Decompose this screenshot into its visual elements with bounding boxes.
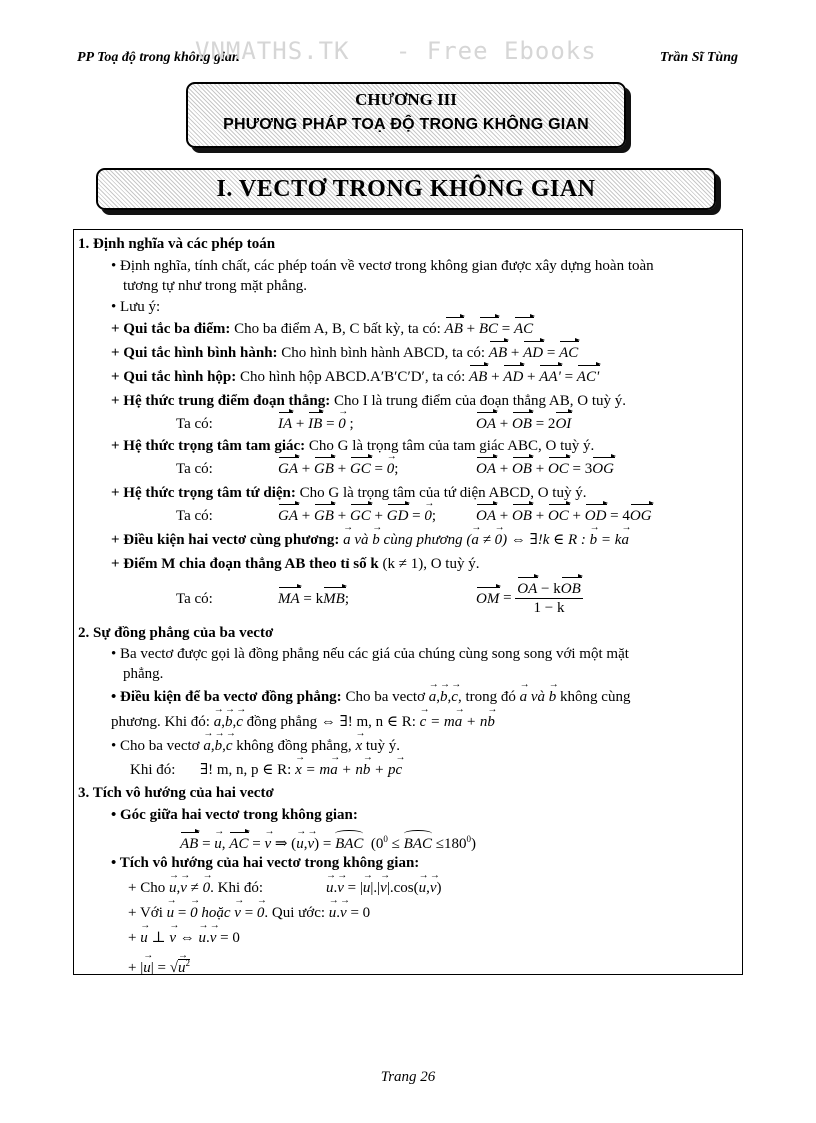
midpoint-formula-1: IA + IB = 0 → ; xyxy=(278,415,354,433)
centroid-formula-label: Ta có: xyxy=(176,461,213,477)
s1-note: • Lưu ý: xyxy=(111,299,161,315)
s3-angle-label: • Góc giữa hai vectơ trong không gian: xyxy=(111,807,358,823)
s3-dot-product-label: • Tích vô hướng của hai vectơ trong không gian: xyxy=(111,855,420,871)
section-2-heading: 2. Sự đồng phẳng của ba vectơ xyxy=(78,625,274,641)
s2-noncoplanar-formula: ∃! m, n, p ∈ R: x → = ma → + nb → + pc → xyxy=(200,761,402,779)
division-formula-1: MA = kMB; xyxy=(278,591,349,607)
division-formula-label: Ta có: xyxy=(176,591,213,607)
chapter-title: PHƯƠNG PHÁP TOẠ ĐỘ TRONG KHÔNG GIAN xyxy=(223,116,589,133)
tetra-formula-2: OA + OB + OC + OD = 4OG xyxy=(476,508,652,524)
chapter-number: CHƯƠNG III xyxy=(355,90,457,109)
s2-noncoplanar-line1: • Cho ba vectơ a →,b →,c → không đồng phẳng, x → tuỳ ý. xyxy=(111,737,400,755)
s3-dot-line1: + Cho u →,v → ≠ 0 →. Khi đó: xyxy=(128,879,263,897)
section-title: I. VECTƠ TRONG KHÔNG GIAN xyxy=(216,176,596,202)
rule-collinear-vectors: + Điều kiện hai vectơ cùng phương: a → và b → cùng phương (a → ≠ 0 →) ⇔ ∃!k ∈ R : b → = ka → xyxy=(111,531,629,549)
s3-angle-formula: AB = u →, AC = v → ⇒ (u →,v →) = BAC ($0^0$ ≤ BAC $\le 180^0$) xyxy=(180,830,476,853)
page-number: Trang 26 xyxy=(380,1069,436,1085)
s2-condition-line2: phương. Khi đó: a →,b →,c → đồng phẳng ⇔ ∃! m, n ∈ R: c → = ma → + nb → xyxy=(111,713,495,731)
rule-three-points: + Qui tắc ba điểm: Cho ba điểm A, B, C bất kỳ, ta có: AB + BC = AC xyxy=(111,321,534,337)
centroid-formula-1: GA + GB + GC = 0 →; xyxy=(278,460,398,478)
s2-condition-line1: • Điều kiện để ba vectơ đồng phẳng: Cho ba vectơ a →,b →,c →, trong đó a → và b → không cùng xyxy=(111,688,630,706)
s2-def-line2: phẳng. xyxy=(123,666,164,682)
section-banner xyxy=(96,168,716,210)
s1-intro-line2: tương tự như trong mặt phẳng. xyxy=(123,278,307,294)
midpoint-formula-label: Ta có: xyxy=(176,416,213,432)
rule-midpoint: + Hệ thức trung điểm đoạn thẳng: Cho I là trung điểm của đoạn thẳng AB, O tuỳ ý. xyxy=(111,393,627,409)
rule-triangle-centroid: + Hệ thức trọng tâm tam giác: Cho G là trọng tâm của tam giác ABC, O tuỳ ý. xyxy=(111,438,595,454)
midpoint-formula-2: OA + OB = 2OI xyxy=(476,416,572,432)
section-3-heading: 3. Tích vô hướng của hai vectơ xyxy=(78,785,274,801)
rule-parallelepiped: + Qui tắc hình hộp: Cho hình hộp ABCD.A′B′C′D′, ta có: AB + AD + AA' = AC' xyxy=(111,369,600,385)
rule-point-division: + Điểm M chia đoạn thẳng AB theo tỉ số k (k ≠ 1), O tuỳ ý. xyxy=(111,556,480,572)
rule-tetrahedron-centroid: + Hệ thức trọng tâm tứ diện: Cho G là trọng tâm của tứ diện ABCD, O tuỳ ý. xyxy=(111,485,587,501)
section-1-heading: 1. Định nghĩa và các phép toán xyxy=(78,236,276,252)
header-right: Trần Sĩ Tùng xyxy=(659,50,738,65)
header-left: PP Toạ độ trong không gian xyxy=(77,50,240,65)
rule-parallelogram: + Qui tắc hình bình hành: Cho hình bình hành ABCD, ta có: AB + AD = AC xyxy=(111,345,579,361)
s3-dot-line2: + Với u → = 0 → hoặc v → = 0 →. Qui ước: u →.v → = 0 xyxy=(128,904,370,922)
s3-dot-formula: u →.v → = |u →|.|v →|.cos(u →,v →) xyxy=(326,879,442,897)
s1-intro-line1: • Định nghĩa, tính chất, các phép toán về vectơ trong không gian được xây dựng hoàn toàn xyxy=(111,258,654,274)
s2-def-line1: • Ba vectơ được gọi là đồng phẳng nếu các giá của chúng cùng song song với một mặt xyxy=(111,646,629,662)
division-formula-2: OM = $\frac{\text{OA − kOB}}{1 - k}$ xyxy=(476,581,581,616)
tetra-formula-label: Ta có: xyxy=(176,508,213,524)
centroid-formula-2: OA + OB + OC = 3OG xyxy=(476,461,614,477)
s2-noncoplanar-label: Khi đó: xyxy=(130,762,176,778)
s3-dot-line4: + |u →| = √u →$^2$ xyxy=(128,954,190,977)
watermark: VNMATHS.TK - Free Ebooks xyxy=(195,37,597,65)
chapter-banner xyxy=(186,82,626,148)
tetra-formula-1: GA + GB + GC + GD = 0 →; xyxy=(278,507,436,525)
s3-dot-line3: + u → ⊥ v → ⇔ u →.v → = 0 xyxy=(128,929,240,947)
